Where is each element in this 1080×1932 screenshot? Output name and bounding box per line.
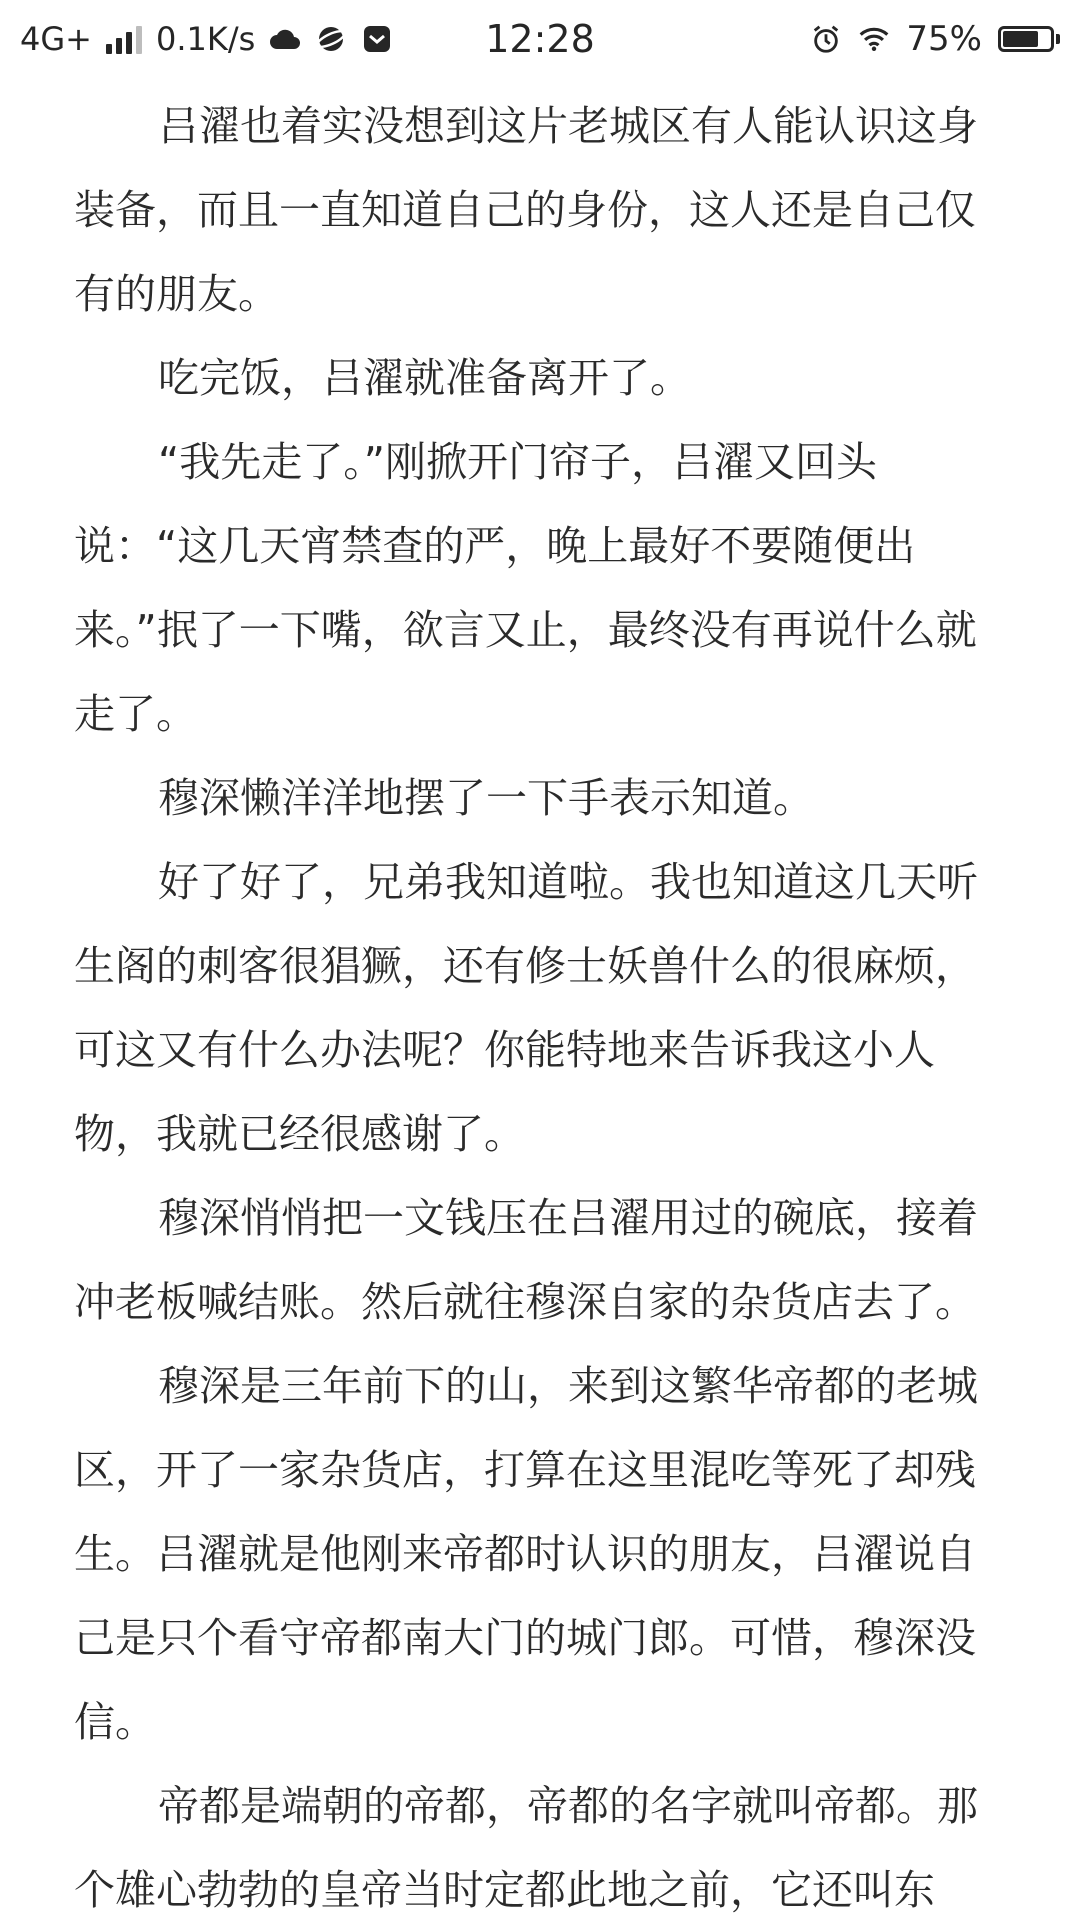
battery-icon (998, 26, 1060, 52)
message-app-icon (361, 23, 393, 55)
network-speed: 0.1K/s (155, 20, 256, 58)
status-bar-left (20, 20, 810, 58)
network-type: 4G+ (20, 20, 92, 58)
wifi-icon (858, 23, 890, 55)
alarm-icon (810, 23, 842, 55)
paragraph: 穆深悄悄把一文钱压在吕濯用过的碗底，接着冲老板喊结账。然后就往穆深自家的杂货店去了。 (74, 1194, 978, 1326)
status-bar (0, 0, 1080, 78)
paragraph: “我先走了。”刚掀开门帘子，吕濯又回头说：“这几天宵禁查的严，晚上最好不要随便出来。”抿了一下嘴，欲言又止，最终没有再说什么就走了。 (74, 438, 977, 738)
clock: 12:28 (485, 17, 595, 61)
paragraph: 好了好了，兄弟我知道啦。我也知道这几天听生阁的刺客很猖獗，还有修士妖兽什么的很麻烦，可这又有什么办法呢？你能特地来告诉我这小人物，我就已经很感谢了。 (74, 858, 978, 1158)
cloud-app-icon (269, 23, 301, 55)
paragraph: 吕濯也着实没想到这片老城区有人能认识这身装备，而且一直知道自己的身份，这人还是自己仅有的朋友。 (74, 102, 978, 318)
reader-content[interactable] (74, 84, 1014, 1932)
signal-icon (106, 24, 142, 54)
paragraph: 吃完饭，吕濯就准备离开了。 (158, 354, 691, 402)
planet-app-icon (315, 23, 347, 55)
paragraph: 穆深懒洋洋地摆了一下手表示知道。 (158, 774, 814, 822)
status-bar-right (810, 19, 1060, 59)
paragraph: 穆深是三年前下的山，来到这繁华帝都的老城区，开了一家杂货店，打算在这里混吃等死了却残生。吕濯就是他刚来帝都时认识的朋友，吕濯说自己是只个看守帝都南大门的城门郎。可惜，穆深没信。 (74, 1362, 978, 1746)
battery-percent: 75% (906, 19, 982, 59)
paragraph: 帝都是端朝的帝都，帝都的名字就叫帝都。那个雄心勃勃的皇帝当时定都此地之前，它还叫东 (74, 1782, 978, 1914)
